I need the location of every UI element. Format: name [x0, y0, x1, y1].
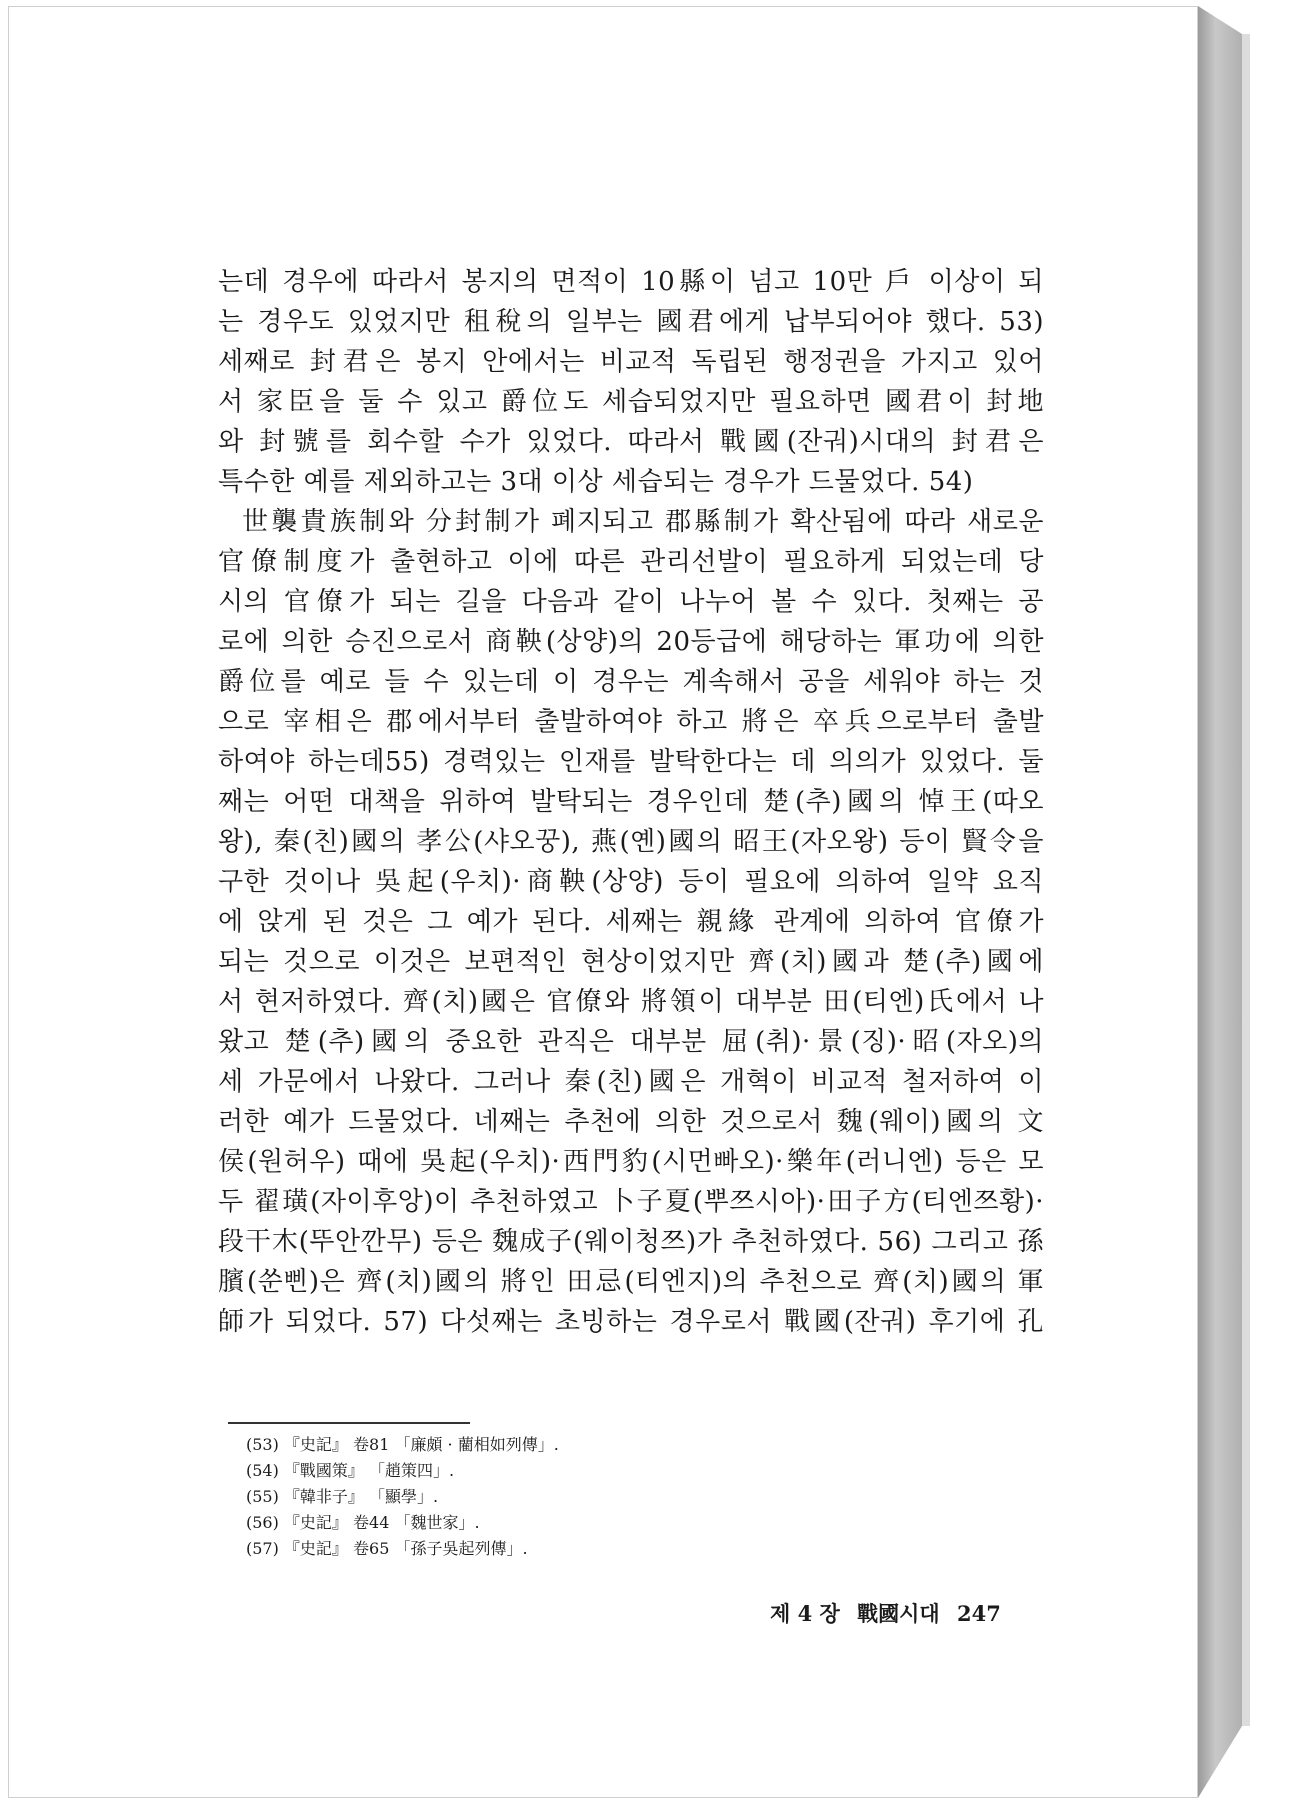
footnote-57: (57) 『史記』 卷65 「孫子吳起列傳」.	[246, 1539, 528, 1558]
body-line: 官僚制度가 출현하고 이에 따른 관리선발이 필요하게 되었는데 당	[218, 547, 1044, 577]
page-number: 247	[957, 1601, 1001, 1626]
body-line: 는데 경우에 따라서 봉지의 면적이 10縣이 넘고 10만 戶 이상이 되	[218, 267, 1044, 297]
body-line: 시의 官僚가 되는 길을 다음과 같이 나누어 볼 수 있다. 첫째는 공	[218, 587, 1044, 617]
body-line: 왔고 楚(추)國의 중요한 관직은 대부분 屈(취)·景(징)·昭(자오)의	[218, 1027, 1044, 1057]
footnote-55: (55) 『韓非子』 「顯學」.	[246, 1487, 439, 1506]
body-line: 와 封號를 회수할 수가 있었다. 따라서 戰國(잔궈)시대의 封君은	[218, 427, 1044, 457]
body-line: 서 현저하였다. 齊(치)國은 官僚와 將領이 대부분 田(티엔)氏에서 나	[218, 987, 1044, 1017]
body-line: 세 가문에서 나왔다. 그러나 秦(친)國은 개혁이 비교적 철저하여 이	[218, 1067, 1044, 1097]
footnote-divider	[228, 1422, 470, 1424]
footnote-54: (54) 『戰國策』 「趙策四」.	[246, 1461, 455, 1480]
footnote-53: (53) 『史記』 卷81 「廉頗 · 藺相如列傳」.	[246, 1435, 559, 1454]
body-line: 구한 것이나 吳起(우치)·商鞅(상양) 등이 필요에 의하여 일약 요직	[218, 867, 1044, 897]
body-text	[218, 262, 1044, 1342]
body-line: 로에 의한 승진으로서 商鞅(상양)의 20등급에 해당하는 軍功에 의한	[218, 627, 1044, 657]
body-line: 째는 어떤 대책을 위하여 발탁되는 경우인데 楚(추)國의 悼王(따오	[218, 787, 1044, 817]
body-line: 러한 예가 드물었다. 네째는 추천에 의한 것으로서 魏(웨이)國의 文	[218, 1107, 1044, 1137]
body-line: 는 경우도 있었지만 租稅의 일부는 國君에게 납부되어야 했다. 53)	[218, 307, 1044, 337]
body-line: 으로 宰相은 郡에서부터 출발하여야 하고 將은 卒兵으로부터 출발	[218, 707, 1044, 737]
body-line: 하여야 하는데55) 경력있는 인재를 발탁한다는 데 의의가 있었다. 둘	[218, 747, 1044, 777]
footer-chapter: 제 4 장	[770, 1601, 840, 1626]
paragraph-start-line: 世襲貴族制와 分封制가 폐지되고 郡縣制가 확산됨에 따라 새로운	[242, 507, 1044, 537]
body-line: 侯(원허우) 때에 吳起(우치)·西門豹(시먼빠오)·樂年(러니엔) 등은 모	[218, 1147, 1044, 1177]
running-footer	[770, 1598, 1011, 1628]
body-line: 에 앉게 된 것은 그 예가 된다. 세째는 親緣 관계에 의하여 官僚가	[218, 907, 1044, 937]
body-line: 왕), 秦(친)國의 孝公(샤오꿍), 燕(옌)國의 昭王(자오왕) 등이 賢令을	[218, 827, 1044, 857]
body-line: 段干木(뚜안깐무) 등은 魏成子(웨이청쯔)가 추천하였다. 56) 그리고 孫	[218, 1227, 1044, 1257]
body-line: 爵位를 예로 들 수 있는데 이 경우는 계속해서 공을 세워야 하는 것	[218, 667, 1044, 697]
body-line: 師가 되었다. 57) 다섯째는 초빙하는 경우로서 戰國(잔궈) 후기에 孔	[218, 1307, 1044, 1337]
page-stack-edge	[1198, 6, 1242, 1798]
page-stack-shadow	[1242, 34, 1250, 1726]
body-line: 臏(쑨삔)은 齊(치)國의 將인 田忌(티엔지)의 추천으로 齊(치)國의 軍	[218, 1267, 1044, 1297]
body-line: 되는 것으로 이것은 보편적인 현상이었지만 齊(치)國과 楚(추)國에	[218, 947, 1044, 977]
body-line: 특수한 예를 제외하고는 3대 이상 세습되는 경우가 드물었다. 54)	[218, 467, 974, 497]
body-line: 서 家臣을 둘 수 있고 爵位도 세습되었지만 필요하면 國君이 封地	[218, 387, 1044, 417]
footnotes	[246, 1432, 846, 1562]
body-line: 두 翟璜(자이후앙)이 추천하였고 卜子夏(뿌쯔시아)·田子方(티엔쯔황)·	[218, 1187, 1044, 1217]
body-line: 세째로 封君은 봉지 안에서는 비교적 독립된 행정권을 가지고 있어	[218, 347, 1044, 377]
footer-section: 戰國시대	[857, 1601, 940, 1626]
footnote-56: (56) 『史記』 卷44 「魏世家」.	[246, 1513, 480, 1532]
